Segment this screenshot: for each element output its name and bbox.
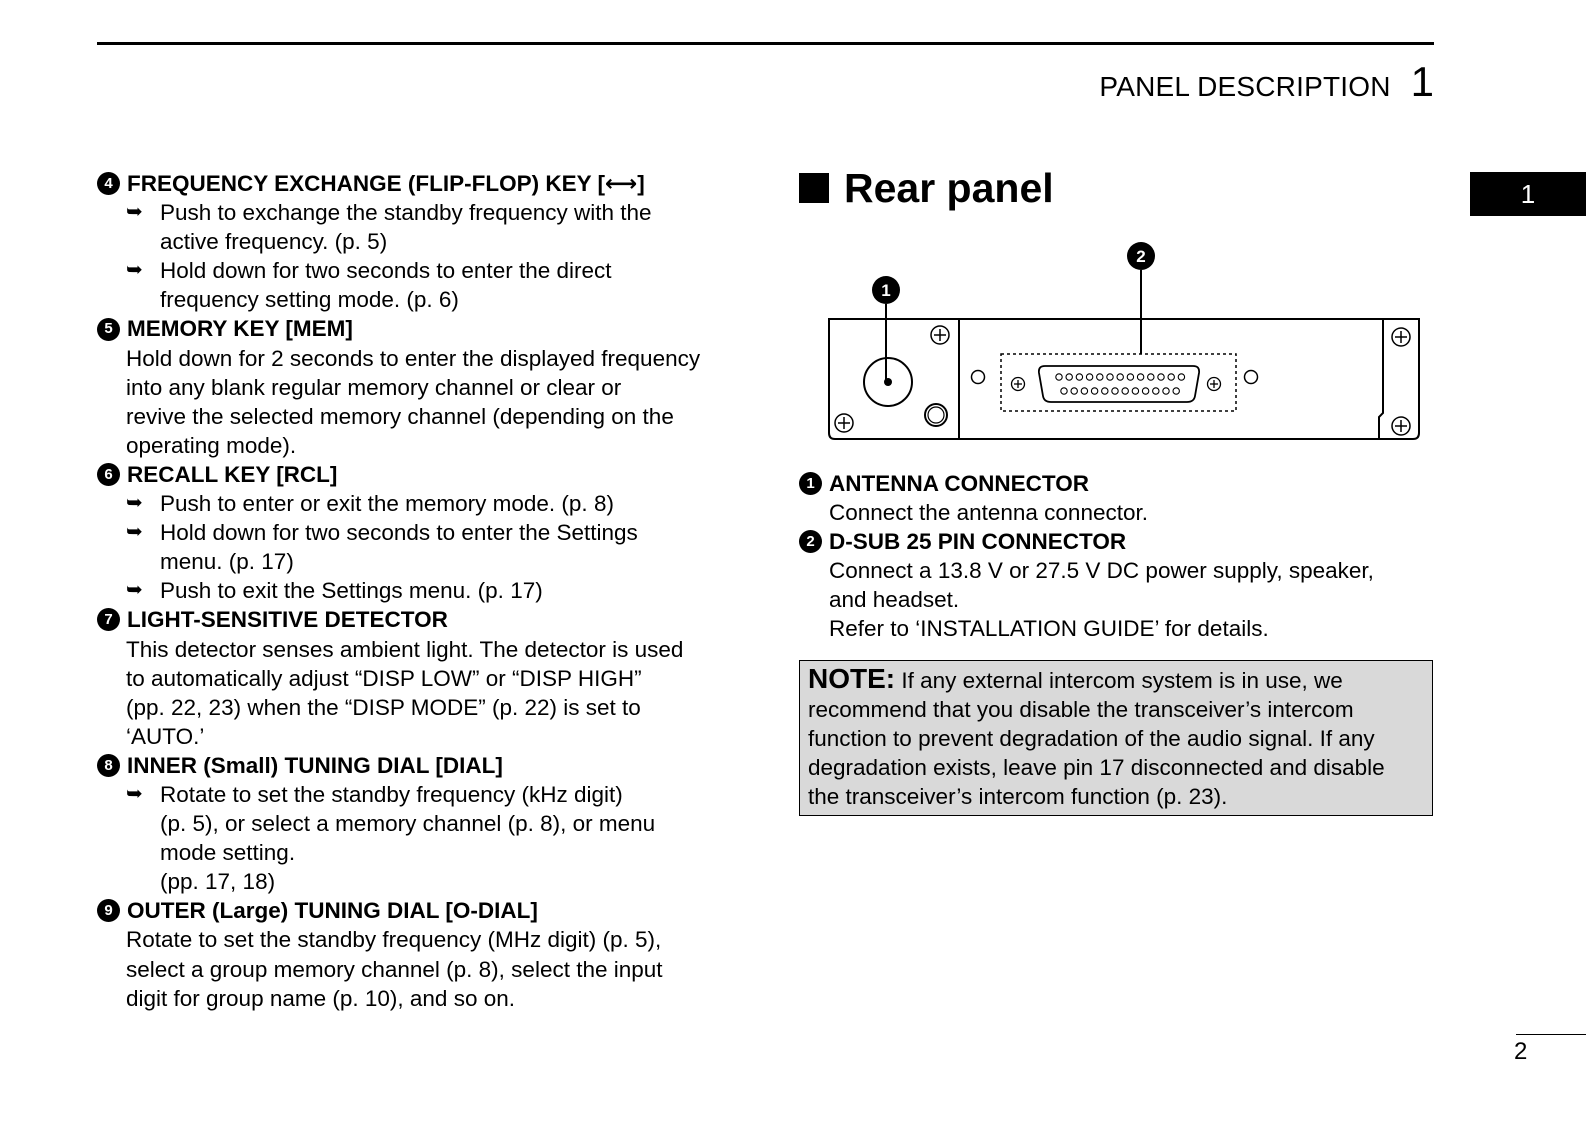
pin-icon (1061, 388, 1067, 394)
bullet-item: ➥ Push to exchange the standby frequency with the active frequency. (p. 5) (97, 198, 747, 256)
mount-hole-icon (1245, 371, 1258, 384)
number-badge: 6 (97, 463, 120, 486)
pin-icon (1178, 374, 1184, 380)
bullet-item: ➥ Push to enter or exit the memory mode. (p. 8) (97, 489, 747, 518)
pin-icon (1153, 388, 1159, 394)
callout-1-label: 1 (881, 281, 891, 300)
pin-icon (1137, 374, 1143, 380)
pin-icon (1086, 374, 1092, 380)
arrow-bullet-icon: ➥ (126, 521, 143, 544)
pin-icon (1097, 374, 1103, 380)
section-body: Hold down for 2 seconds to enter the displayed frequency into any blank regular memory channel or clear or revive the selected memory channel (depending on the operating mode). (126, 345, 701, 458)
section-heading-antenna-connector: 1 ANTENNA CONNECTOR (799, 469, 1435, 498)
section-heading-light-sensor: 7 LIGHT-SENSITIVE DETECTOR (97, 605, 747, 634)
bullet-item: ➥ Hold down for two seconds to enter the Settings menu. (p. 17) (97, 518, 747, 576)
pin-icon (1142, 388, 1148, 394)
pin-icon (1122, 388, 1128, 394)
pin-icon (1066, 374, 1072, 380)
page-header (1099, 58, 1434, 106)
dsub-pins (1056, 374, 1185, 394)
pin-icon (1091, 388, 1097, 394)
section-heading-inner-dial: 8 INNER (Small) TUNING DIAL [DIAL] (97, 751, 747, 780)
page-number-rule (1516, 1034, 1586, 1035)
panel-outline (829, 319, 1419, 439)
left-column (97, 169, 747, 1013)
pin-icon (1148, 374, 1154, 380)
dsub-screw-icon (1012, 378, 1025, 391)
section-heading-dsub-connector: 2 D-SUB 25 PIN CONNECTOR (799, 527, 1435, 556)
panel-right-edge (1379, 319, 1383, 439)
dsub-screw-icon (1208, 378, 1221, 391)
arrow-bullet-icon: ➥ (126, 579, 143, 602)
pin-icon (1168, 374, 1174, 380)
dsub-25-pin-connector-icon (1039, 366, 1199, 402)
right-column (799, 160, 1435, 810)
screw-icon (1392, 328, 1410, 346)
pin-icon (1056, 374, 1062, 380)
number-badge: 1 (799, 472, 822, 495)
arrow-bullet-icon: ➥ (126, 259, 143, 282)
section-body: Connect a 13.8 V or 27.5 V DC power supply, speaker, and headset. Refer to ‘INSTALLATION GUIDE’ for details. (829, 558, 1374, 642)
pin-icon (1163, 388, 1169, 394)
number-badge: 4 (97, 172, 120, 195)
section-body: This detector senses ambient light. The detector is used to automatically adjust “DISP LOW” or “DISP HIGH” (pp. 22, 23) when the “DISP MODE” (p. 22) is set to ‘AUTO.’ (126, 636, 684, 749)
section-heading-outer-dial: 9 OUTER (Large) TUNING DIAL [O-DIAL] (97, 896, 747, 925)
bullet-item: ➥ Hold down for two seconds to enter the direct frequency setting mode. (p. 6) (97, 256, 747, 314)
pin-icon (1173, 388, 1179, 394)
bullet-item: ➥ Rotate to set the standby frequency (kHz digit) (p. 5), or select a memory channel (p. 8), or menu mode setting. (pp. 17, 18) (97, 780, 747, 896)
section-body: Rotate to set the standby frequency (MHz digit) (p. 5), select a group memory channel (p. 8), select the input digit for group name (p. 10), and so on. (126, 927, 663, 1011)
number-badge: 7 (97, 608, 120, 631)
arrow-bullet-icon: ➥ (126, 201, 143, 224)
number-badge: 2 (799, 530, 822, 553)
pin-icon (1158, 374, 1164, 380)
arrow-bullet-icon: ➥ (126, 492, 143, 515)
top-rule (97, 42, 1434, 45)
pin-icon (1112, 388, 1118, 394)
bullet-item: ➥ Push to exit the Settings menu. (p. 17) (97, 576, 747, 605)
note-label: NOTE: (808, 663, 896, 694)
screw-icon (1392, 417, 1410, 435)
mount-hole-icon (972, 371, 985, 384)
header-chapter-number: 1 (1410, 58, 1434, 105)
callout-2-label: 2 (1136, 247, 1146, 266)
number-badge: 5 (97, 318, 120, 341)
note-box: NOTE: If any external intercom system is in use, we recommend that you disable the transceiver’s intercom function to prevent degradation of the audio signal. If any degradation exists, leave pin 17 disconnected and disable the transceiver’s intercom function (p. 23). (799, 660, 1433, 816)
screw-icon (931, 326, 949, 344)
square-bullet-icon (799, 173, 829, 203)
section-body: Connect the antenna connector. (829, 500, 1148, 526)
pin-icon (1076, 374, 1082, 380)
screw-icon (835, 414, 853, 432)
chapter-side-tab[interactable]: 1 (1470, 172, 1586, 216)
arrow-bullet-icon: ➥ (126, 782, 143, 805)
section-heading-recall-key: 6 RECALL KEY [RCL] (97, 460, 747, 489)
rear-panel-descriptions (799, 469, 1435, 644)
section-heading-memory-key: 5 MEMORY KEY [MEM] (97, 314, 747, 343)
pin-icon (1081, 388, 1087, 394)
number-badge: 9 (97, 899, 120, 922)
pin-icon (1117, 374, 1123, 380)
section-heading-frequency-exchange: 4 FREQUENCY EXCHANGE (FLIP-FLOP) KEY [⟷] (97, 169, 747, 198)
header-title: PANEL DESCRIPTION (1099, 71, 1391, 102)
pin-icon (1071, 388, 1077, 394)
pin-icon (1132, 388, 1138, 394)
rear-panel-heading: Rear panel (799, 160, 1435, 216)
number-badge: 8 (97, 754, 120, 777)
pin-icon (1102, 388, 1108, 394)
page-number: 2 (1514, 1038, 1528, 1065)
pin-icon (1127, 374, 1133, 380)
pin-icon (1107, 374, 1113, 380)
rear-panel-diagram (821, 235, 1431, 450)
